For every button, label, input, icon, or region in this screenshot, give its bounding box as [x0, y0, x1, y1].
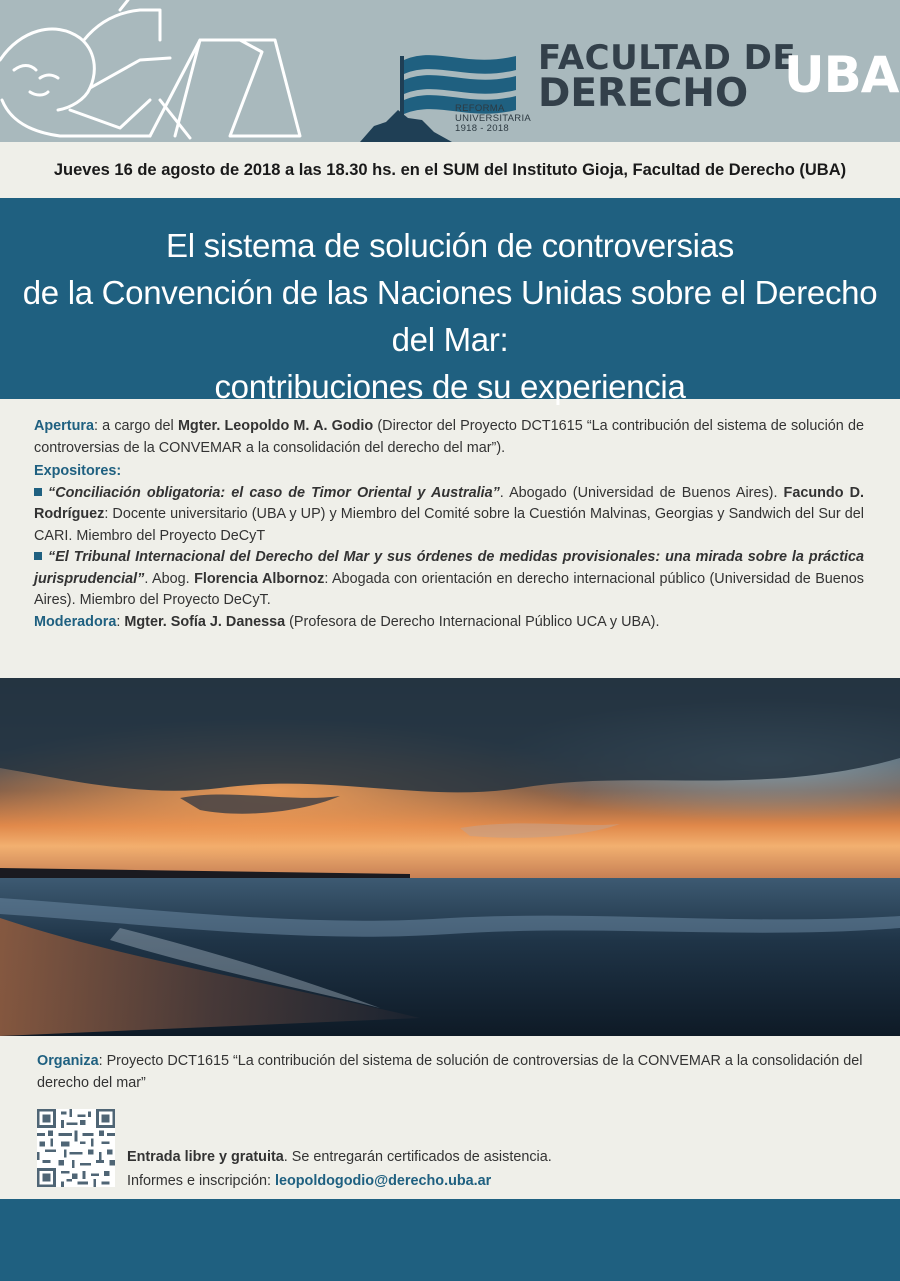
- informes-label: Informes e inscripción:: [127, 1173, 275, 1189]
- entrada-line: [127, 1145, 827, 1169]
- talk-2-title: “El Tribunal Internacional del Derecho del Mar y sus órdenes de medidas provisionales: una mirada sobre la práctica jurisprudencial”: [34, 549, 864, 587]
- title-line-2: de la Convención de las Naciones Unidas sobre el Derecho del Mar:: [22, 274, 878, 358]
- organiza-label: Organiza: [37, 1053, 99, 1069]
- apertura-pre: : a cargo del: [93, 418, 178, 434]
- moderadora-sep: :: [116, 613, 125, 630]
- header: [0, 0, 900, 142]
- program-section: [34, 416, 864, 633]
- apertura-paragraph: [34, 416, 864, 459]
- moderadora-post: (Profesora de Derecho Internacional Público UCA y UBA).: [285, 613, 660, 630]
- reform-line2: UNIVERSITARIA: [455, 113, 532, 124]
- contact-email-link[interactable]: leopoldogodio@derecho.uba.ar: [274, 1173, 492, 1189]
- line-art-figure-illustration: [0, 0, 320, 142]
- bullet-square-icon: [34, 488, 42, 496]
- faculty-uba: UBA: [784, 46, 899, 104]
- faculty-name-line1: FACULTAD DE: [538, 38, 797, 78]
- talk-2-bio: : Abogada con orientación en derecho internacional público (Universidad de Buenos Aires). Miembro del Proyecto DeCyT.: [34, 570, 864, 608]
- qr-code-icon: [37, 1109, 115, 1187]
- seascape-sunset-photo: [0, 678, 900, 1036]
- expositores-heading: Expositores:: [34, 463, 122, 479]
- expositores-label: Expositores: [34, 463, 117, 479]
- apertura-post: (Director del Proyecto DCT1615 “La contribución del sistema de solución de controversias de la CONVEMAR a la consolidación del derecho del mar”).: [34, 418, 864, 456]
- talk-1-after: . Abogado (Universidad de Buenos Aires).: [499, 484, 778, 501]
- moderadora-name: Mgter. Sofía J. Danessa: [124, 613, 286, 630]
- bullet-square-icon: [34, 552, 42, 560]
- talk-2: [34, 547, 864, 612]
- organiza-section: [37, 1050, 867, 1094]
- reform-line1: REFORMA: [455, 103, 505, 114]
- informes-line: [127, 1169, 827, 1193]
- entrada-rest: . Se entregarán certificados de asistencia.: [283, 1149, 552, 1165]
- talk-1: [34, 483, 864, 548]
- reform-years: 1918 - 2018: [455, 123, 510, 134]
- talk-1-speaker: Facundo D. Rodríguez: [34, 484, 864, 522]
- entrada-section: [127, 1145, 827, 1193]
- title-line-3: contribuciones de su experiencia: [214, 368, 686, 405]
- title-line-1: El sistema de solución de controversias: [166, 227, 734, 264]
- event-title: [0, 198, 900, 405]
- organiza-text: : Proyecto DCT1615 “La contribución del sistema de solución de controversias de la CONVEMAR a la consolidación del derecho del mar”: [37, 1053, 863, 1091]
- talk-1-bio: : Docente universitario (UBA y UP) y Miembro del Comité sobre la Cuestión Malvinas, Georgias y Sandwich del Sur del CARI. Miembro del Proyecto DeCyT: [34, 506, 864, 544]
- talk-2-mid: . Abog.: [144, 570, 195, 587]
- entrada-bold: Entrada libre y gratuita: [127, 1149, 284, 1165]
- apertura-name: Mgter. Leopoldo M. A. Godio: [177, 418, 374, 434]
- apertura-label: Apertura: [34, 418, 94, 434]
- moderadora-paragraph: [34, 612, 864, 634]
- faculty-name-line2: DERECHO: [538, 71, 749, 116]
- talk-1-title: “Conciliación obligatoria: el caso de Timor Oriental y Australia”: [48, 484, 500, 501]
- footer-band: [0, 1199, 900, 1281]
- event-date-line: Jueves 16 de agosto de 2018 a las 18.30 hs. en el SUM del Instituto Gioja, Facultad de Derecho (UBA): [0, 142, 900, 198]
- talk-2-speaker: Florencia Albornoz: [194, 570, 325, 587]
- organiza-paragraph: [37, 1050, 867, 1094]
- moderadora-label: Moderadora: [34, 613, 117, 630]
